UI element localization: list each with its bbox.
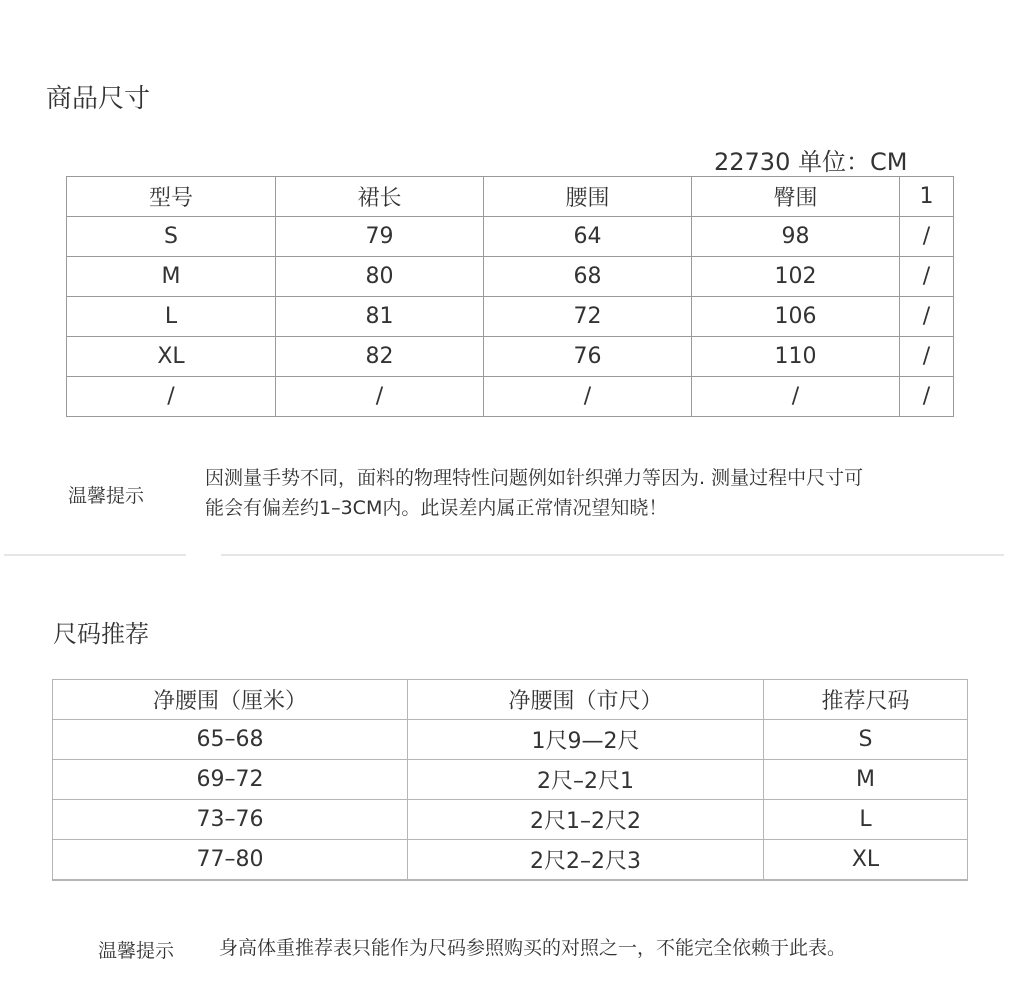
table-cell: 80 <box>276 257 484 297</box>
table-cell: 69–72 <box>53 760 408 800</box>
table-row <box>67 377 954 417</box>
table-row <box>53 760 968 800</box>
recommend-tip-text: 身高体重推荐表只能作为尺码参照购买的对照之一，不能完全依赖于此表。 <box>219 937 847 959</box>
table-cell: S <box>764 720 968 760</box>
code-unit-label: 22730 单位：CM <box>714 148 908 176</box>
table-cell: 65–68 <box>53 720 408 760</box>
table-cell: L <box>764 800 968 840</box>
table-row <box>53 800 968 840</box>
table-cell: / <box>484 377 692 417</box>
table-cell: / <box>276 377 484 417</box>
table-cell: 73–76 <box>53 800 408 840</box>
table-cell: / <box>692 377 900 417</box>
table-cell: / <box>67 377 276 417</box>
size-tip-text <box>205 463 965 523</box>
section-divider-left <box>4 554 186 556</box>
table-cell: L <box>67 297 276 337</box>
table-header-row <box>53 680 968 720</box>
table-cell: 64 <box>484 217 692 257</box>
table-cell: / <box>900 337 954 377</box>
size-table <box>66 176 954 417</box>
table-cell: / <box>900 297 954 337</box>
table-cell: / <box>900 257 954 297</box>
header-cell: 型号 <box>67 177 276 217</box>
table-cell: XL <box>764 840 968 881</box>
table-header-row <box>67 177 954 217</box>
header-cell: 臀围 <box>692 177 900 217</box>
table-cell: XL <box>67 337 276 377</box>
table-row <box>53 840 968 881</box>
size-section-title: 商品尺寸 <box>46 84 151 114</box>
table-cell: 79 <box>276 217 484 257</box>
header-cell: 净腰围（厘米） <box>53 680 408 720</box>
header-cell: 裙长 <box>276 177 484 217</box>
table-cell: 106 <box>692 297 900 337</box>
table-row <box>67 337 954 377</box>
table-cell: 2尺–2尺1 <box>408 760 764 800</box>
recommend-section-title: 尺码推荐 <box>53 620 149 648</box>
table-row <box>67 217 954 257</box>
table-cell: 76 <box>484 337 692 377</box>
size-tip-line: 因测量手势不同，面料的物理特性问题例如针织弹力等因为. 测量过程中尺寸可 <box>205 467 864 489</box>
table-cell: 110 <box>692 337 900 377</box>
recommend-table <box>52 679 968 881</box>
table-cell: 68 <box>484 257 692 297</box>
section-divider-right <box>221 554 1004 556</box>
header-cell: 推荐尺码 <box>764 680 968 720</box>
size-tip-label: 温馨提示 <box>68 485 145 507</box>
table-cell: M <box>67 257 276 297</box>
table-cell: 1尺9—2尺 <box>408 720 764 760</box>
table-cell: 2尺2–2尺3 <box>408 840 764 881</box>
recommend-tip-label: 温馨提示 <box>98 940 175 962</box>
table-cell: 98 <box>692 217 900 257</box>
table-cell: 77–80 <box>53 840 408 881</box>
table-cell: 82 <box>276 337 484 377</box>
table-row <box>53 720 968 760</box>
table-cell: 81 <box>276 297 484 337</box>
table-cell: S <box>67 217 276 257</box>
table-cell: / <box>900 217 954 257</box>
header-cell: 净腰围（市尺） <box>408 680 764 720</box>
header-cell: 腰围 <box>484 177 692 217</box>
table-row <box>67 297 954 337</box>
size-tip-line: 能会有偏差约1–3CM内。此误差内属正常情况望知晓！ <box>205 497 668 519</box>
table-cell: / <box>900 377 954 417</box>
header-cell: 1 <box>900 177 954 217</box>
table-row <box>67 257 954 297</box>
table-cell: 102 <box>692 257 900 297</box>
table-cell: 2尺1–2尺2 <box>408 800 764 840</box>
table-cell: 72 <box>484 297 692 337</box>
table-cell: M <box>764 760 968 800</box>
